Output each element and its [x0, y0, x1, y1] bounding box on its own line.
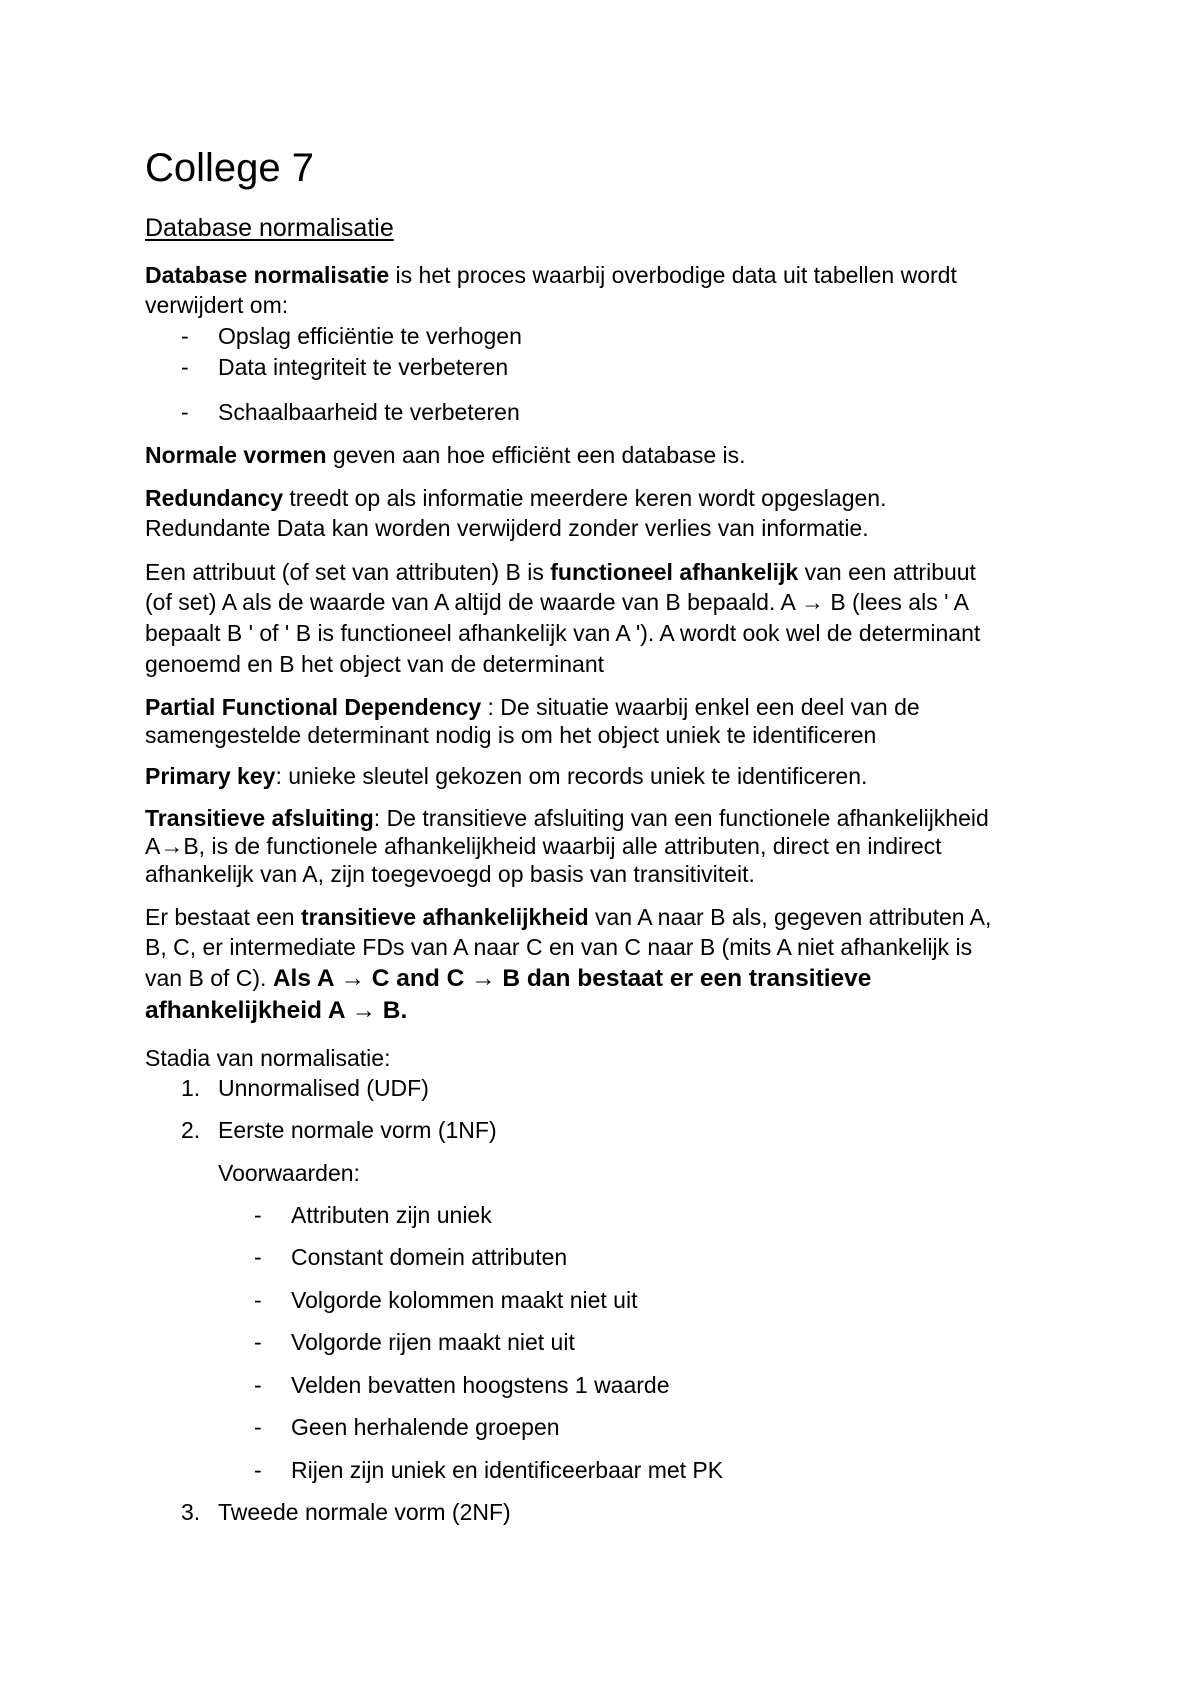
normale-vormen-paragraph: Normale vormen geven aan hoe efficiënt een database is.: [145, 442, 746, 468]
list-number: 2.: [181, 1117, 201, 1143]
voorwaarde-item: Rijen zijn uniek en identificeerbaar met PK: [291, 1457, 724, 1483]
voorwaarde-item: Attributen zijn uniek: [291, 1202, 492, 1228]
list-number: 3.: [181, 1499, 201, 1525]
afsluiting-line-2: A→B, is de functionele afhankelijkheid waarbij alle attributen, direct en indirect: [145, 833, 942, 859]
partial-line-1: Partial Functional Dependency : De situatie waarbij enkel een deel van de: [145, 694, 920, 720]
term-transitieve-afsluiting: Transitieve afsluiting: [145, 805, 374, 831]
bullet-dash: -: [254, 1202, 262, 1228]
emphasis-statement: Als A → C and C → B dan bestaat er een transitieve: [272, 965, 872, 992]
term-functioneel-afhankelijk: functioneel afhankelijk: [550, 559, 799, 585]
functioneel-line-2: (of set) A als de waarde van A altijd de waarde van B bepaald. A → B (lees als ' A: [145, 589, 969, 615]
page-title: College 7: [145, 146, 315, 190]
afhankelijkheid-line-1: Er bestaat een transitieve afhankelijkheid van A naar B als, gegeven attributen A,: [145, 904, 992, 930]
list-item: Opslag efficiëntie te verhogen: [218, 323, 522, 349]
intro-line-1: Database normalisatie is het proces waarbij overbodige data uit tabellen wordt: [145, 262, 957, 288]
afsluiting-line-3: afhankelijk van A, zijn toegevoegd op basis van transitiviteit.: [145, 861, 755, 887]
primary-key-paragraph: Primary key: unieke sleutel gekozen om records uniek te identificeren.: [145, 763, 868, 789]
stadia-item: Tweede normale vorm (2NF): [218, 1499, 511, 1525]
term-redundancy: Redundancy: [145, 485, 284, 511]
term-transitieve-afhankelijkheid: transitieve afhankelijkheid: [301, 904, 589, 930]
afhankelijkheid-line-2: B, C, er intermediate FDs van A naar C en van C naar B (mits A niet afhankelijk is: [145, 934, 973, 960]
bullet-dash: -: [181, 354, 189, 380]
list-item: Schaalbaarheid te verbeteren: [218, 399, 520, 425]
section-heading: Database normalisatie: [145, 214, 394, 242]
redundancy-line-2: Redundante Data kan worden verwijderd zonder verlies van informatie.: [145, 515, 869, 541]
bullet-dash: -: [254, 1414, 262, 1440]
emphasis-statement-end: afhankelijkheid A → B.: [145, 997, 408, 1024]
voorwaarde-item: Geen herhalende groepen: [291, 1414, 560, 1440]
term-primary-key: Primary key: [145, 763, 276, 789]
functioneel-line-1: Een attribuut (of set van attributen) B is functioneel afhankelijk van een attribuut: [145, 559, 976, 585]
bullet-dash: -: [181, 323, 189, 349]
afhankelijkheid-line-4: [145, 995, 407, 1026]
functioneel-line-3: bepaalt B ' of ' B is functioneel afhankelijk van A '). A wordt ook wel de determinant: [145, 620, 981, 646]
afhankelijkheid-line-3: van B of C). Als A → C and C → B dan bestaat er een transitieve: [145, 965, 872, 992]
intro-line-2: verwijdert om:: [145, 292, 289, 318]
bullet-dash: -: [254, 1244, 262, 1270]
afsluiting-line-1: Transitieve afsluiting: De transitieve afsluiting van een functionele afhankelijkheid: [145, 805, 989, 831]
stadia-heading: Stadia van normalisatie:: [145, 1045, 391, 1071]
voorwaarde-item: Velden bevatten hoogstens 1 waarde: [291, 1372, 670, 1398]
bullet-dash: -: [254, 1329, 262, 1355]
stadia-item: Eerste normale vorm (1NF): [218, 1117, 497, 1143]
bullet-dash: -: [254, 1287, 262, 1313]
term-partial-functional-dependency: Partial Functional Dependency: [145, 694, 482, 720]
list-item: Data integriteit te verbeteren: [218, 354, 509, 380]
list-number: 1.: [181, 1075, 201, 1101]
voorwaarde-item: Volgorde rijen maakt niet uit: [291, 1329, 575, 1355]
voorwaarde-item: Constant domein attributen: [291, 1244, 568, 1270]
redundancy-line-1: Redundancy treedt op als informatie meerdere keren wordt opgeslagen.: [145, 485, 887, 511]
bullet-dash: -: [254, 1372, 262, 1398]
stadia-item: Unnormalised (UDF): [218, 1075, 429, 1101]
partial-line-2: samengestelde determinant nodig is om het object uniek te identificeren: [145, 722, 877, 748]
term-normale-vormen: Normale vormen: [145, 442, 327, 468]
bullet-dash: -: [254, 1457, 262, 1483]
bullet-dash: -: [181, 399, 189, 425]
voorwaarden-label: Voorwaarden:: [218, 1160, 360, 1186]
functioneel-line-4: genoemd en B het object van de determinant: [145, 651, 605, 677]
term-database-normalisatie: Database normalisatie: [145, 262, 390, 288]
voorwaarde-item: Volgorde kolommen maakt niet uit: [291, 1287, 638, 1313]
